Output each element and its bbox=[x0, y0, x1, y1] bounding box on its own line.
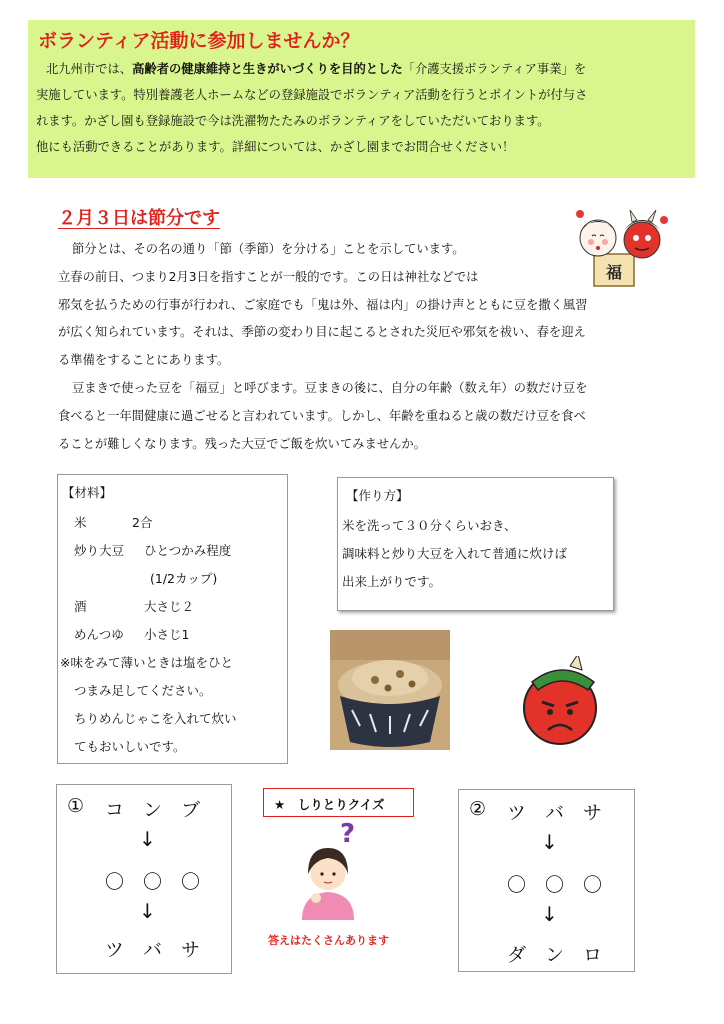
ingredient-beans-name: 炒り大豆 bbox=[74, 543, 125, 558]
otafuku-oni-illustration bbox=[572, 202, 670, 288]
ingredient-mentsuyu-name: めんつゆ bbox=[74, 627, 124, 642]
otafuku-cheek bbox=[588, 239, 594, 245]
setsubun-title: ２月３日は節分です bbox=[58, 208, 220, 229]
quiz-1-arrow-2: ↓ bbox=[139, 899, 156, 923]
setsubun-para-3: 邪気を払うための行事が行われ、ご家庭でも「鬼は外、福は内」の掛け声とともに豆を撒く風習 bbox=[58, 298, 588, 312]
setsubun-para-4: が広く知られています。それは、季節の変わり目に起こるとされた災厄や邪気を祓い、春を迎え bbox=[58, 325, 586, 339]
quiz-1-box bbox=[56, 784, 232, 974]
ingredient-rice-qty: 2合 bbox=[132, 515, 153, 530]
quiz-2-number: ② bbox=[469, 798, 487, 820]
quiz-1-end-word: ツ バ サ bbox=[105, 939, 201, 961]
otafuku-face bbox=[580, 220, 616, 256]
oni-face bbox=[624, 222, 660, 258]
ingredient-note-1: ※味をみて薄いときは塩をひと bbox=[60, 655, 233, 670]
ingredient-rice-name: 米 bbox=[74, 515, 87, 530]
bean bbox=[385, 685, 392, 692]
otafuku-cheek bbox=[602, 239, 608, 245]
oni-eye bbox=[645, 235, 651, 241]
quiz-1-number: ① bbox=[67, 795, 85, 817]
photo-top-shade bbox=[330, 630, 450, 660]
bean bbox=[396, 670, 404, 678]
bean-rice-photo bbox=[330, 630, 450, 750]
banner-title: ボランティア活動に参加しませんか？ bbox=[38, 30, 360, 52]
setsubun-para-6: 豆まきで使った豆を「福豆」と呼びます。豆まきの後に、自分の年齢（数え年）の数だけ豆を bbox=[72, 381, 588, 395]
setsubun-para-7: 食べると一年間健康に過ごせると言われています。しかし、年齢を重ねると歳の数だけ豆を食べ bbox=[58, 409, 586, 423]
setsubun-para-8: ることが難しくなります。残った大豆でご飯を炊いてみませんか。 bbox=[58, 437, 426, 451]
oni-horn bbox=[570, 656, 582, 670]
ingredient-note-2: つまみ足してください。 bbox=[74, 683, 212, 698]
oni-eye bbox=[633, 235, 639, 241]
banner-line-1a: 北九州市では、 bbox=[46, 62, 133, 76]
quiz-2-arrow-1: ↓ bbox=[541, 830, 558, 854]
quiz-answer-note: 答えはたくさんあります bbox=[268, 934, 389, 947]
method-box bbox=[337, 477, 614, 611]
ingredient-beans-qty-2: (1/2カップ) bbox=[150, 571, 218, 586]
girl-eye bbox=[320, 872, 323, 875]
quiz-2-arrow-2: ↓ bbox=[541, 902, 558, 926]
question-mark-icon: ? bbox=[340, 820, 356, 849]
ingredient-beans-qty: ひとつかみ程度 bbox=[144, 543, 232, 558]
banner-line-1b: 高齢者の健康維持と生きがいづくりを目的とした bbox=[132, 62, 403, 76]
bean bbox=[409, 681, 416, 688]
red-oni-illustration bbox=[512, 656, 612, 752]
quiz-2-end-word: ダ ン ロ bbox=[507, 944, 603, 966]
ingredient-note-3: ちりめんじゃこを入れて炊い bbox=[74, 711, 237, 726]
method-line-2: 調味料と炒り大豆を入れて普通に炊けば bbox=[342, 546, 568, 561]
ingredient-mentsuyu-qty: 小さじ1 bbox=[144, 627, 190, 642]
ingredient-sake-name: 酒 bbox=[74, 599, 87, 614]
quiz-2-start-word: ツ バ サ bbox=[507, 802, 603, 824]
quiz-1-arrow-1: ↓ bbox=[139, 827, 156, 851]
setsubun-para-1: 節分とは、その名の通り「節（季節）を分ける」ことを示しています。 bbox=[72, 242, 465, 256]
otafuku-mouth bbox=[596, 246, 600, 250]
banner-line-1 bbox=[46, 60, 586, 78]
method-line-3: 出来上がりです。 bbox=[342, 574, 442, 589]
banner-line-3: れます。かざし園も登録施設で今は洗濯物たたみのボランティアをしていただいております。 bbox=[36, 114, 550, 128]
banner-line-4: 他にも活動できることがあります。詳細については、かざし園までお問合せください！ bbox=[36, 140, 515, 154]
shiritori-quiz-label: ★ しりとりクイズ bbox=[274, 797, 385, 812]
oni-eye-right bbox=[567, 709, 573, 715]
girl-hand bbox=[311, 893, 321, 903]
plum-flower bbox=[576, 210, 584, 218]
setsubun-para-5: る準備をすることにあります。 bbox=[58, 353, 230, 367]
method-header: 【作り方】 bbox=[346, 488, 409, 503]
girl-eye bbox=[332, 872, 335, 875]
oni-eye-left bbox=[547, 709, 553, 715]
ingredient-sake-qty: 大さじ２ bbox=[144, 599, 195, 614]
quiz-1-blank: 〇 〇 〇 bbox=[105, 871, 201, 893]
fuku-text: 福 bbox=[605, 263, 623, 282]
plum-flower bbox=[660, 216, 668, 224]
ingredients-header: 【材料】 bbox=[62, 485, 113, 500]
ingredients-box bbox=[57, 474, 288, 764]
bean bbox=[371, 676, 379, 684]
shiritori-quiz-label-box bbox=[263, 788, 414, 817]
banner-line-2: 実施しています。特別養護老人ホームなどの登録施設でボランティア活動を行うとポイントが付与さ bbox=[36, 88, 588, 102]
thinking-girl-illustration bbox=[294, 820, 370, 926]
volunteer-banner bbox=[28, 20, 695, 178]
girl-body bbox=[302, 892, 354, 920]
setsubun-para-2: 立春の前日、つまり2月3日を指すことが一般的です。この日は神社などでは bbox=[58, 270, 479, 284]
quiz-1-start-word: コ ン ブ bbox=[105, 799, 201, 821]
method-line-1: 米を洗って３０分くらいおき、 bbox=[342, 518, 517, 533]
quiz-2-blank: 〇 〇 〇 bbox=[507, 874, 603, 896]
banner-line-1c: 「介護支援ボランティア事業」を bbox=[402, 62, 587, 76]
ingredient-note-4: てもおいしいです。 bbox=[74, 739, 186, 754]
quiz-2-box bbox=[458, 789, 635, 972]
